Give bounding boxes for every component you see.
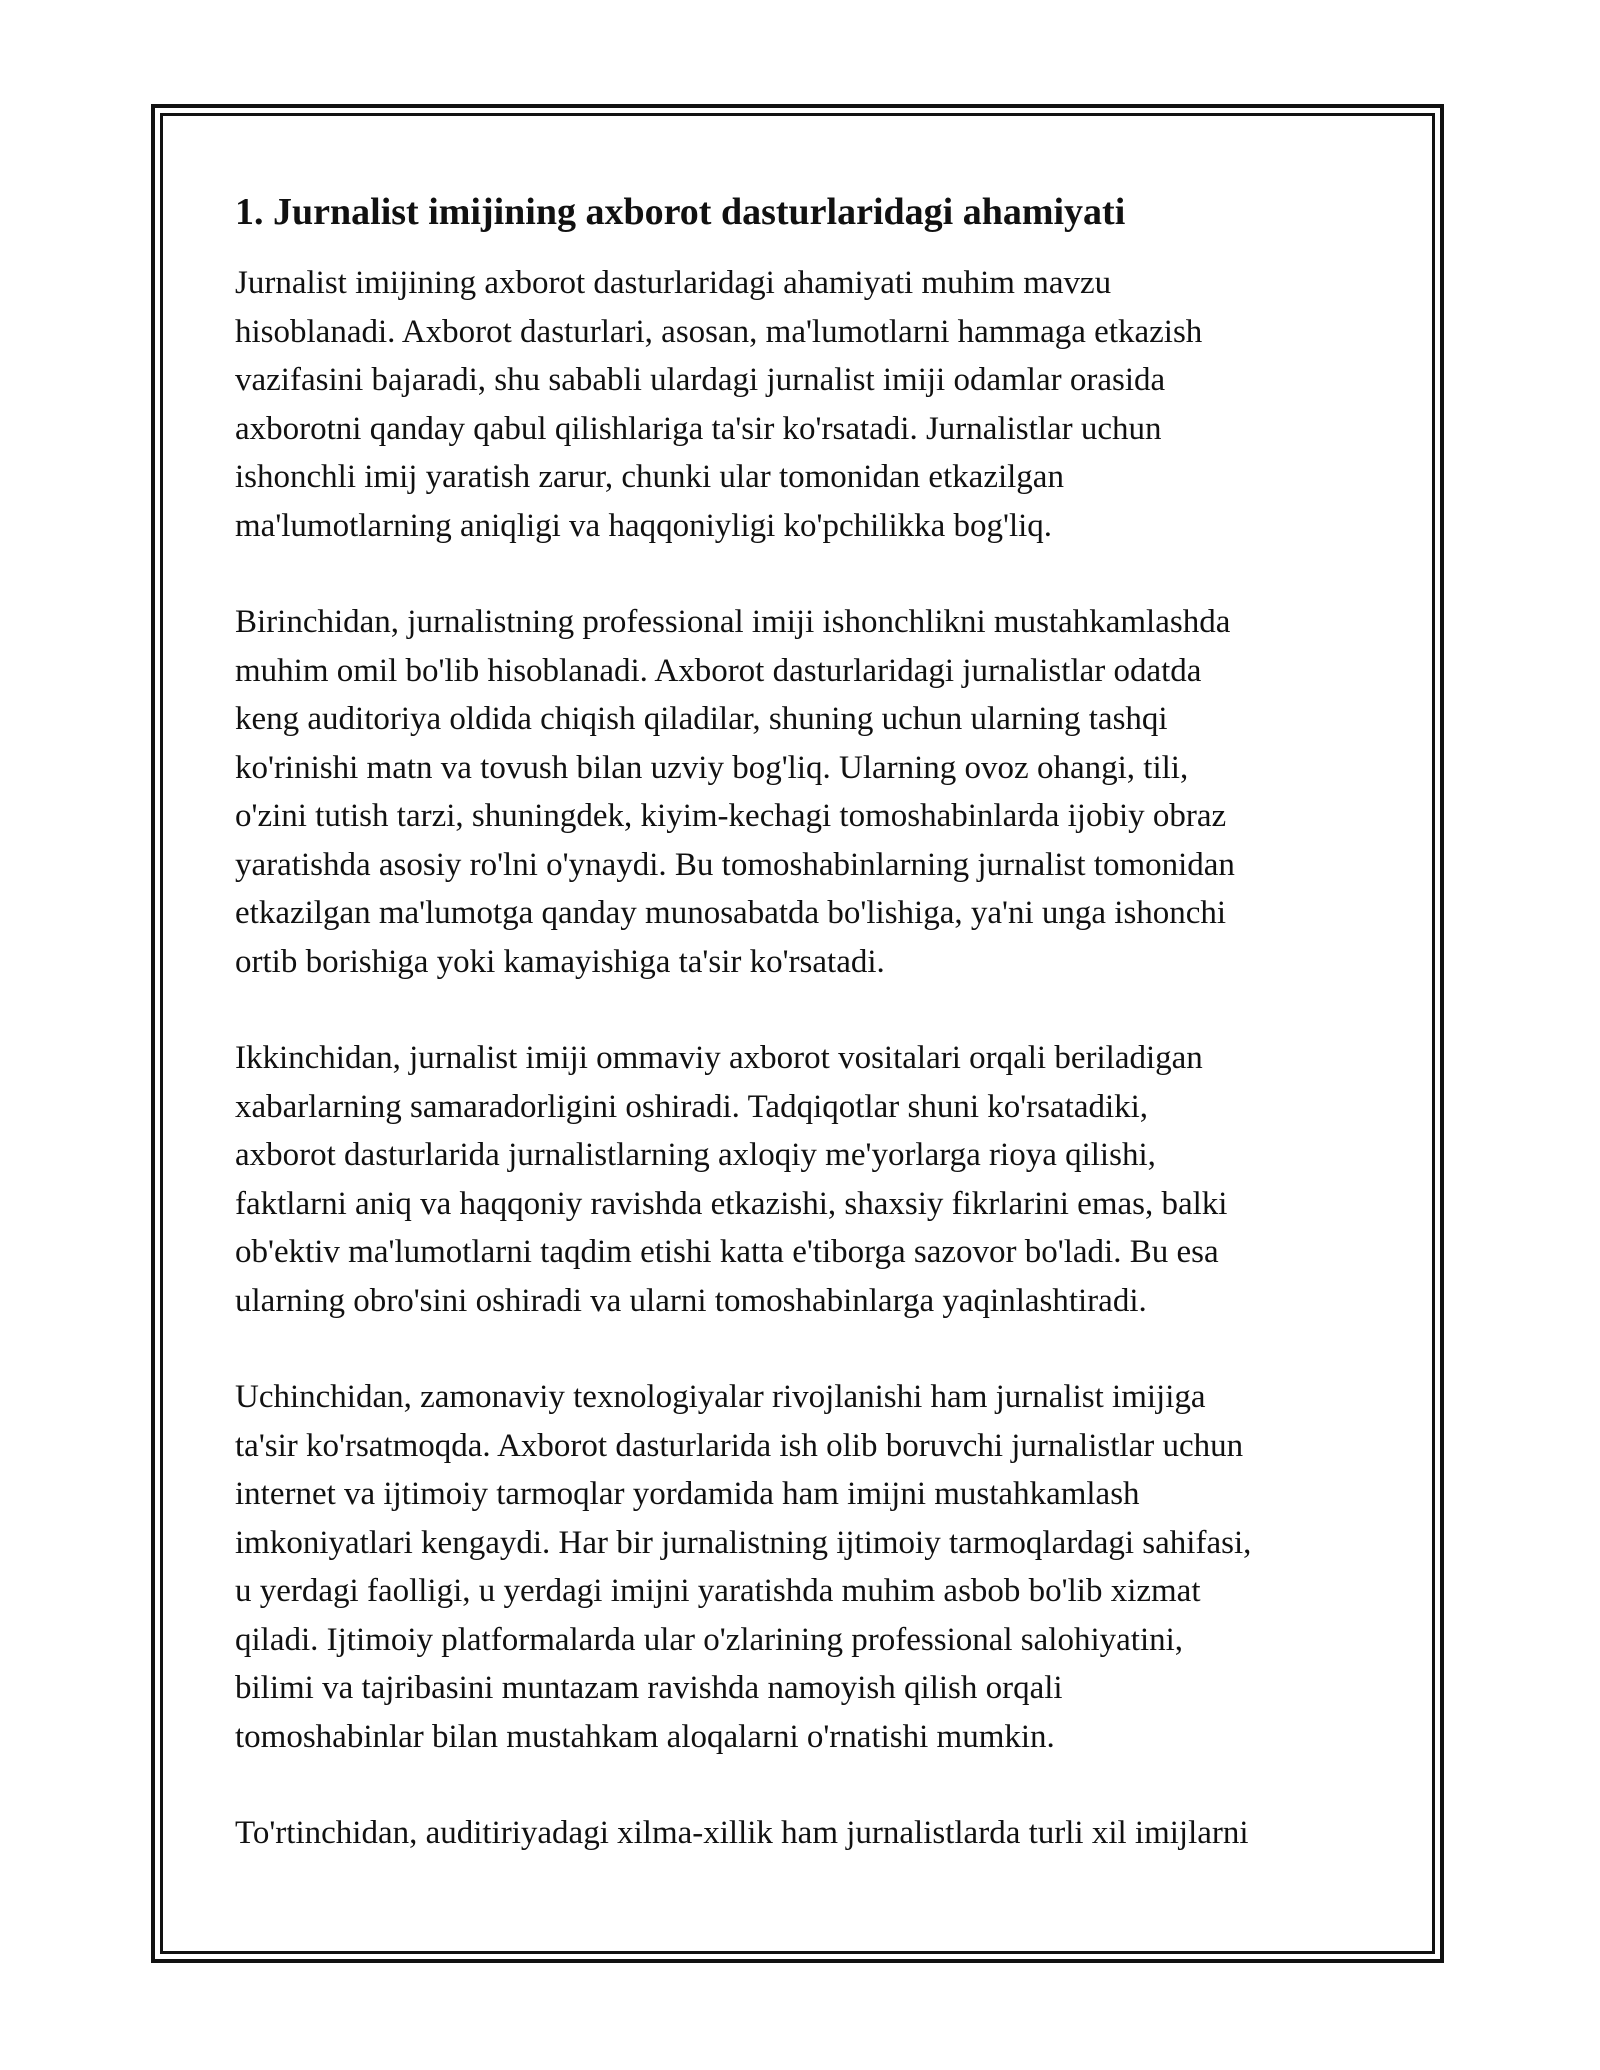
- text-line: etkazilgan ma'lumotga qanday munosabatda bo'lishiga, ya'ni unga ishonchi: [235, 895, 1227, 931]
- text-line: yaratishda asosiy ro'lni o'ynaydi. Bu tomoshabinlarning jurnalist tomonidan: [235, 846, 1235, 883]
- text-line: keng auditoriya oldida chiqish qiladilar, shuning uchun ularning tashqi: [235, 701, 1168, 737]
- text-line: axborotni qanday qabul qilishlariga ta'sir ko'rsatadi. Jurnalistlar uchun: [235, 410, 1162, 447]
- paragraph-second: [235, 1034, 1375, 1325]
- text-line: tomoshabinlar bilan mustahkam aloqalarni o'rnatishi mumkin.: [235, 1718, 1055, 1755]
- text-line: faktlarni aniq va haqqoniy ravishda etkazishi, shaxsiy fikrlarini emas, balki: [235, 1185, 1228, 1222]
- text-line: Ikkinchidan, jurnalist imiji ommaviy axborot vositalari orqali beriladigan: [235, 1040, 1203, 1076]
- text-line: ularning obro'sini oshiradi va ularni tomoshabinlarga yaqinlashtiradi.: [235, 1282, 1147, 1319]
- text-line: bilimi va tajribasini muntazam ravishda namoyish qilish orqali: [235, 1670, 1063, 1706]
- paragraph-third: [235, 1373, 1375, 1761]
- paragraph-fourth: [235, 1809, 1375, 1858]
- text-line: internet va ijtimoiy tarmoqlar yordamida ham imijni mustahkamlash: [235, 1476, 1140, 1512]
- document-body: [235, 185, 1375, 1906]
- text-line: Jurnalist imijining axborot dasturlaridagi ahamiyati muhim mavzu: [235, 265, 1112, 301]
- text-line: ortib borishiga yoki kamayishiga ta'sir ko'rsatadi.: [235, 943, 885, 980]
- text-line: ta'sir ko'rsatmoqda. Axborot dasturlarida ish olib boruvchi jurnalistlar uchun: [235, 1427, 1244, 1464]
- text-line: ob'ektiv ma'lumotlarni taqdim etishi katta e'tiborga sazovor bo'ladi. Bu esa: [235, 1234, 1219, 1270]
- text-line: ishonchli imij yaratish zarur, chunki ular tomonidan etkazilgan: [235, 459, 1064, 495]
- text-line: Uchinchidan, zamonaviy texnologiyalar rivojlanishi ham jurnalist imijiga: [235, 1379, 1206, 1415]
- text-line: muhim omil bo'lib hisoblanadi. Axborot dasturlaridagi jurnalistlar odatda: [235, 652, 1202, 689]
- paragraph-first: [235, 598, 1375, 986]
- text-line: ma'lumotlarning aniqligi va haqqoniyligi ko'pchilikka bog'liq.: [235, 507, 1053, 544]
- text-line: axborot dasturlarida jurnalistlarning axloqiy me'yorlarga rioya qilishi,: [235, 1137, 1156, 1173]
- text-line: qiladi. Ijtimoiy platformalarda ular o'zlarining professional salohiyatini,: [235, 1621, 1184, 1658]
- section-heading: 1. Jurnalist imijining axborot dasturlaridagi ahamiyati: [235, 191, 1126, 233]
- text-line: To'rtinchidan, auditiriyadagi xilma-xillik ham jurnalistlarda turli xil imijlarni: [235, 1815, 1249, 1851]
- text-line: imkoniyatlari kengaydi. Har bir jurnalistning ijtimoiy tarmoqlardagi sahifasi,: [235, 1524, 1252, 1561]
- paragraph-intro: [235, 259, 1375, 550]
- text-line: vazifasini bajaradi, shu sababli ulardagi jurnalist imiji odamlar orasida: [235, 362, 1166, 398]
- text-line: ko'rinishi matn va tovush bilan uzviy bog'liq. Ularning ovoz ohangi, tili,: [235, 749, 1189, 786]
- text-line: hisoblanadi. Axborot dasturlari, asosan, ma'lumotlarni hammaga etkazish: [235, 313, 1203, 350]
- text-line: xabarlarning samaradorligini oshiradi. Tadqiqotlar shuni ko'rsatadiki,: [235, 1088, 1149, 1125]
- text-line: u yerdagi faolligi, u yerdagi imijni yaratishda muhim asbob bo'lib xizmat: [235, 1573, 1201, 1609]
- text-line: o'zini tutish tarzi, shuningdek, kiyim-kechagi tomoshabinlarda ijobiy obraz: [235, 798, 1227, 834]
- text-line: Birinchidan, jurnalistning professional imiji ishonchlikni mustahkamlashda: [235, 604, 1231, 640]
